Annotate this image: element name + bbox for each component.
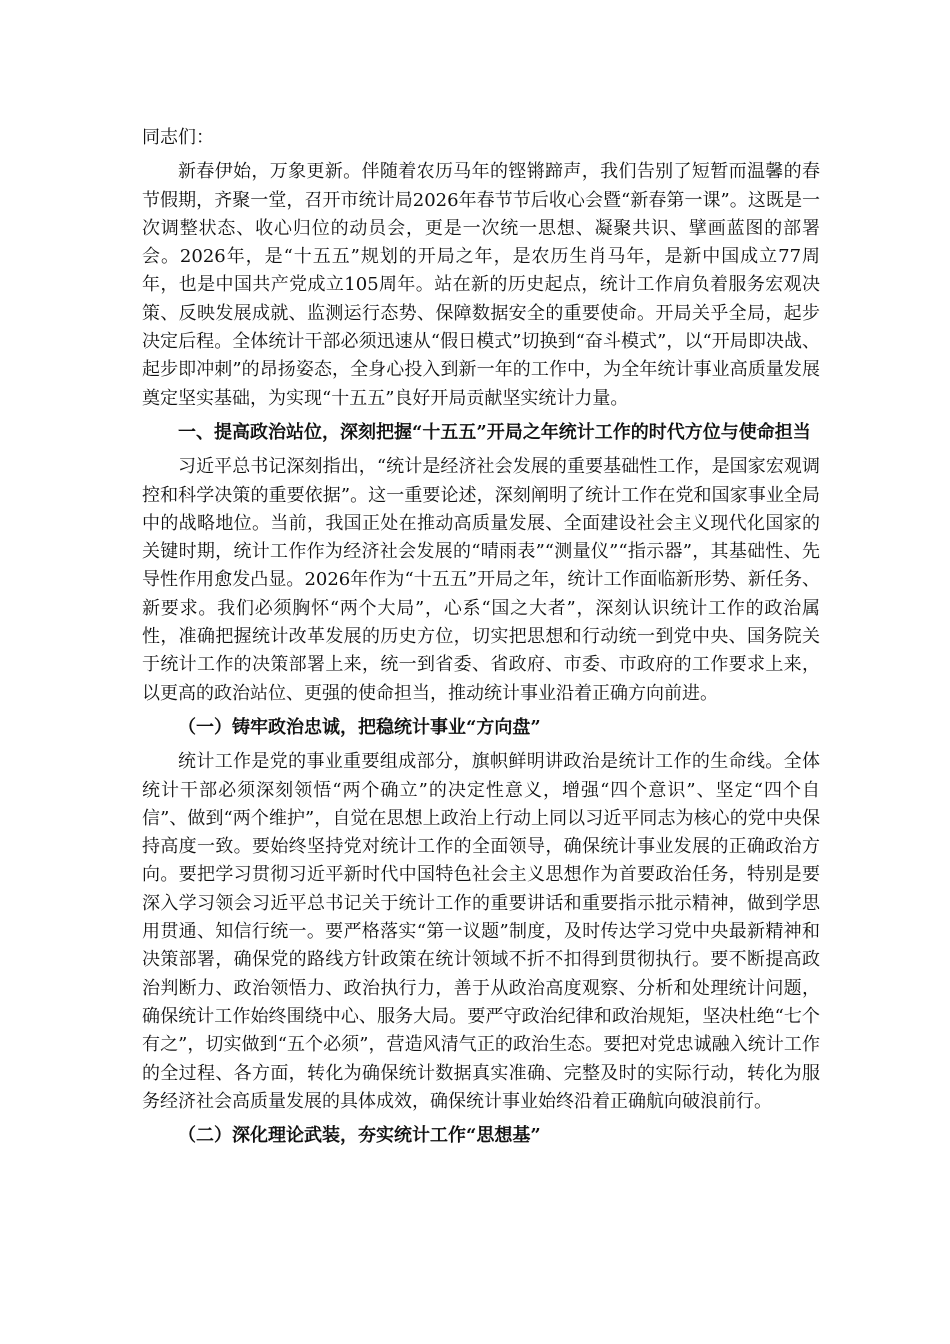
subsection-1-heading: （一）铸牢政治忠诚，把稳统计事业“方向盘” — [178, 716, 541, 738]
salutation: 同志们： — [142, 127, 214, 148]
section-1-paragraph: 习近平总书记深刻指出，“统计是经济社会发展的重要基础性工作，是国家宏观调控和科学决策的重要依据”。这一重要论述，深刻阐明了统计工作在党和国家事业全局中的战略地位。当前，我国正处在推动高质量发展、全面建设社会主义现代化国家的关键时期，统计工作作为经济社会发展的“晴雨表”“测量仪”“指示器”，其基础性、先导性作用愈发凸显。2026年作为“十五五”开局之年，统计工作面临新形势、新任务、新要求。我们必须胸怀“两个大局”，心系“国之大者”，深刻认识统计工作的政治属性，准确把握统计改革发展的历史方位，切实把思想和行动统一到党中央、国务院关于统计工作的决策部署上来，统一到省委、省政府、市委、市政府的工作要求上来，以更高的政治站位、更强的使命担当，推动统计事业沿着正确方向前进。 — [142, 456, 820, 704]
section-1-heading: 一、提高政治站位，深刻把握“十五五”开局之年统计工作的时代方位与使命担当 — [178, 421, 811, 443]
subsection-1-paragraph: 统计工作是党的事业重要组成部分，旗帜鲜明讲政治是统计工作的生命线。全体统计干部必须深刻领悟“两个确立”的决定性意义，增强“四个意识”、坚定“四个自信”、做到“两个维护”，自觉在思想上政治上行动上同以习近平同志为核心的党中央保持高度一致。要始终坚持党对统计工作的全面领导，确保统计事业发展的正确政治方向。要把学习贯彻习近平新时代中国特色社会主义思想作为首要政治任务，特别是要深入学习领会习近平总书记关于统计工作的重要讲话和重要指示批示精神，做到学思用贯通、知信行统一。要严格落实“第一议题”制度，及时传达学习党中央最新精神和决策部署，确保党的路线方针政策在统计领域不折不扣得到贯彻执行。要不断提高政治判断力、政治领悟力、政治执行力，善于从政治高度观察、分析和处理统计问题，确保统计工作始终围绕中心、服务大局。要严守政治纪律和政治规矩，坚决杜绝“七个有之”，切实做到“五个必须”，营造风清气正的政治生态。要把对党忠诚融入统计工作的全过程、各方面，转化为确保统计数据真实准确、完整及时的实际行动，转化为服务经济社会高质量发展的具体成效，确保统计事业始终沿着正确航向破浪前行。 — [142, 751, 820, 1112]
document-page — [142, 124, 820, 1156]
intro-paragraph: 新春伊始，万象更新。伴随着农历马年的铿锵蹄声，我们告别了短暂而温馨的春节假期，齐聚一堂，召开市统计局2026年春节节后收心会暨“新春第一课”。这既是一次调整状态、收心归位的动员会，更是一次统一思想、凝聚共识、擘画蓝图的部署会。2026年，是“十五五”规划的开局之年，是农历生肖马年，是新中国成立77周年，也是中国共产党成立105周年。站在新的历史起点，统计工作肩负着服务宏观决策、反映发展成就、监测运行态势、保障数据安全的重要使命。开局关乎全局，起步决定后程。全体统计干部必须迅速从“假日模式”切换到“奋斗模式”，以“开局即决战、起步即冲刺”的昂扬姿态，全身心投入到新一年的工作中，为全年统计事业高质量发展奠定坚实基础，为实现“十五五”良好开局贡献坚实统计力量。 — [142, 161, 820, 409]
subsection-2-heading: （二）深化理论武装，夯实统计工作“思想基” — [178, 1125, 541, 1147]
